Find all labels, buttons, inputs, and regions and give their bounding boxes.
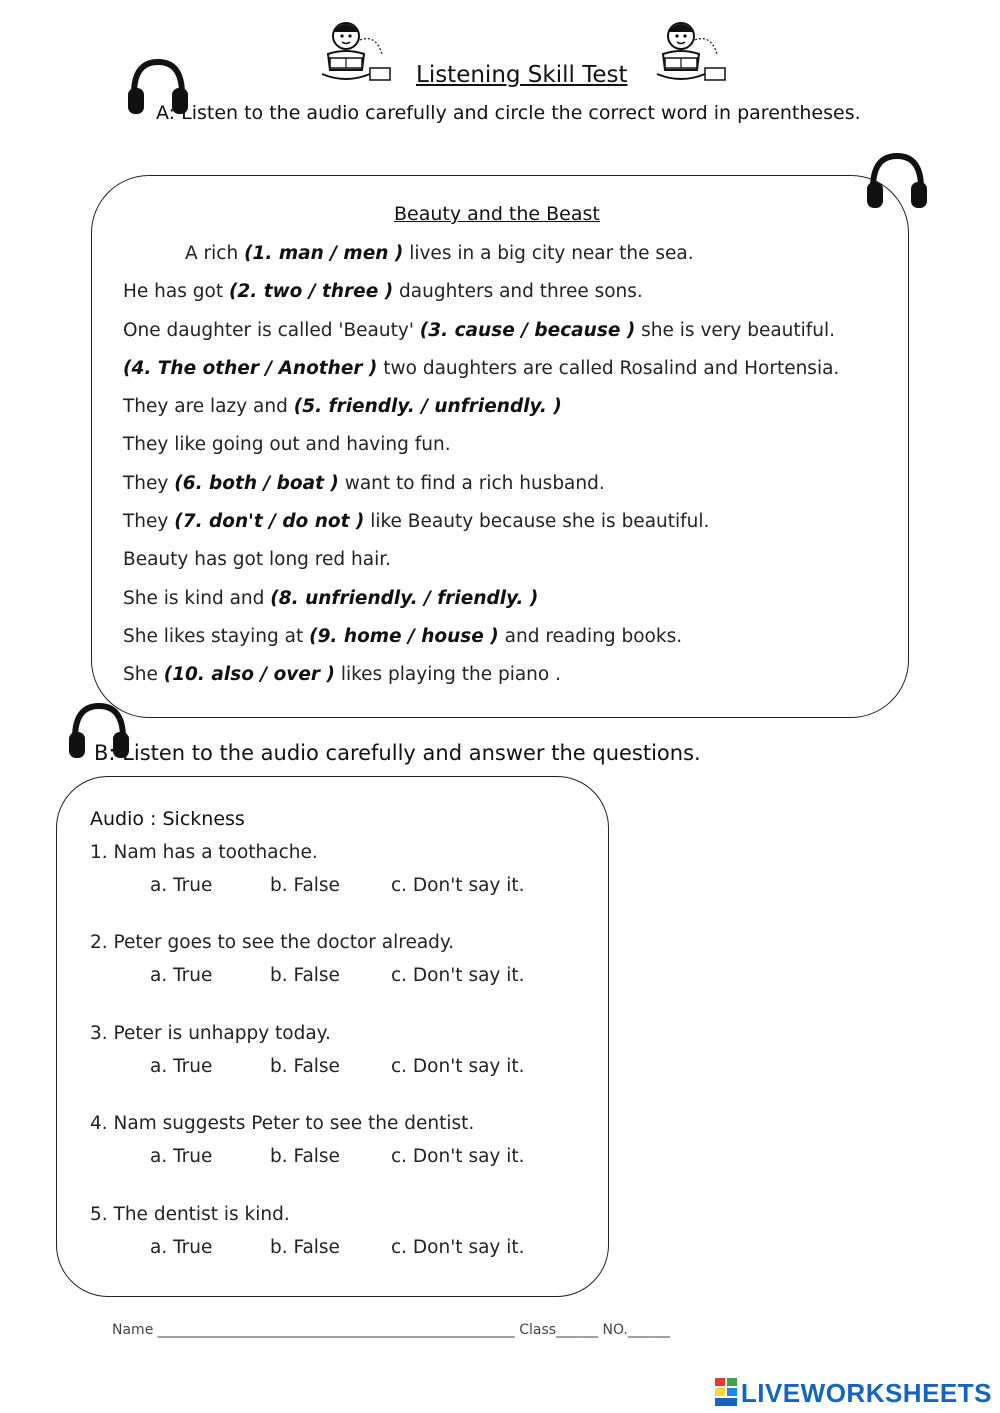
- question-text: 5. The dentist is kind.: [90, 1204, 290, 1225]
- question-text: 1. Nam has a toothache.: [90, 842, 318, 863]
- story-line-text: A rich: [185, 243, 245, 264]
- brand-logo-text: LIVEWORKSHEETS: [740, 1378, 992, 1408]
- story-line-text: likes playing the piano .: [334, 664, 561, 685]
- instruction-a: A: Listen to the audio carefully and circle the correct word in parentheses.: [156, 102, 861, 124]
- answer-choice[interactable]: b. False: [270, 1056, 340, 1077]
- answer-option-group[interactable]: (4. The other / Another ): [123, 358, 378, 379]
- answer-choice[interactable]: b. False: [270, 875, 340, 896]
- question-text: 4. Nam suggests Peter to see the dentist.: [90, 1113, 475, 1134]
- story-line-text: want to find a rich husband.: [338, 473, 605, 494]
- answer-option-group[interactable]: (1. man / men ): [244, 243, 404, 264]
- answer-choice[interactable]: b. False: [270, 1237, 340, 1258]
- story-line: [185, 243, 694, 264]
- answer-choice[interactable]: a. True: [150, 1146, 213, 1167]
- story-line: [123, 473, 605, 494]
- story-title: Beauty and the Beast: [394, 203, 600, 225]
- story-line: [123, 434, 451, 455]
- story-line: [123, 549, 391, 570]
- answer-choice[interactable]: a. True: [150, 1237, 213, 1258]
- story-line: [123, 396, 562, 417]
- brand-logo: [715, 1378, 992, 1409]
- story-line: [123, 281, 643, 302]
- page-title: Listening Skill Test: [416, 62, 628, 88]
- story-line-text: daughters and three sons.: [393, 281, 643, 302]
- story-line-text: They like going out and having fun.: [123, 434, 451, 455]
- question-text: 2. Peter goes to see the doctor already.: [90, 932, 455, 953]
- answer-choice[interactable]: a. True: [150, 875, 213, 896]
- child-reading-clipart-left: [316, 14, 396, 94]
- answer-choice[interactable]: c. Don't say it.: [391, 1146, 525, 1167]
- answer-choice[interactable]: a. True: [150, 965, 213, 986]
- story-line-text: lives in a big city near the sea.: [403, 243, 694, 264]
- answer-option-group[interactable]: (10. also / over ): [163, 664, 335, 685]
- answer-choice[interactable]: a. True: [150, 1056, 213, 1077]
- headphones-icon: [864, 150, 930, 210]
- answer-choice[interactable]: c. Don't say it.: [391, 1237, 525, 1258]
- story-line-text: They are lazy and: [123, 396, 294, 417]
- answer-option-group[interactable]: (9. home / house ): [309, 626, 499, 647]
- story-line: [123, 320, 835, 341]
- story-line-text: They: [123, 473, 175, 494]
- story-line: [123, 664, 561, 685]
- answer-choice[interactable]: b. False: [270, 965, 340, 986]
- answer-option-group[interactable]: (7. don't / do not ): [174, 511, 365, 532]
- footer-name-class-no: Name ___________________________________________________ Class______ NO.______: [112, 1322, 670, 1338]
- question-text: 3. Peter is unhappy today.: [90, 1023, 331, 1044]
- child-reading-clipart-right: [646, 14, 736, 94]
- answer-choice[interactable]: b. False: [270, 1146, 340, 1167]
- story-line-text: They: [123, 511, 175, 532]
- story-line-text: she is very beautiful.: [635, 320, 836, 341]
- story-line-text: and reading books.: [498, 626, 683, 647]
- story-line: [123, 358, 839, 379]
- story-line-text: Beauty has got long red hair.: [123, 549, 391, 570]
- liveworksheets-logo-icon: [715, 1378, 737, 1406]
- answer-choice[interactable]: c. Don't say it.: [391, 875, 525, 896]
- answer-option-group[interactable]: (3. cause / because ): [419, 320, 636, 341]
- story-line-text: She is kind and: [123, 588, 271, 609]
- story-line-text: two daughters are called Rosalind and Hortensia.: [377, 358, 840, 379]
- answer-option-group[interactable]: (6. both / boat ): [174, 473, 339, 494]
- instruction-b: B: Listen to the audio carefully and answer the questions.: [94, 741, 701, 765]
- story-line-text: He has got: [123, 281, 229, 302]
- story-line: [123, 511, 709, 532]
- answer-choice[interactable]: c. Don't say it.: [391, 965, 525, 986]
- audio-label: Audio : Sickness: [90, 808, 245, 830]
- story-line-text: She likes staying at: [123, 626, 310, 647]
- story-line-text: like Beauty because she is beautiful.: [364, 511, 710, 532]
- story-line: [123, 588, 538, 609]
- story-line: [123, 626, 682, 647]
- answer-option-group[interactable]: (2. two / three ): [228, 281, 394, 302]
- answer-choice[interactable]: c. Don't say it.: [391, 1056, 525, 1077]
- story-line-text: One daughter is called 'Beauty': [123, 320, 420, 341]
- answer-option-group[interactable]: (5. friendly. / unfriendly. ): [293, 396, 562, 417]
- story-line-text: She: [123, 664, 164, 685]
- answer-option-group[interactable]: (8. unfriendly. / friendly. ): [270, 588, 539, 609]
